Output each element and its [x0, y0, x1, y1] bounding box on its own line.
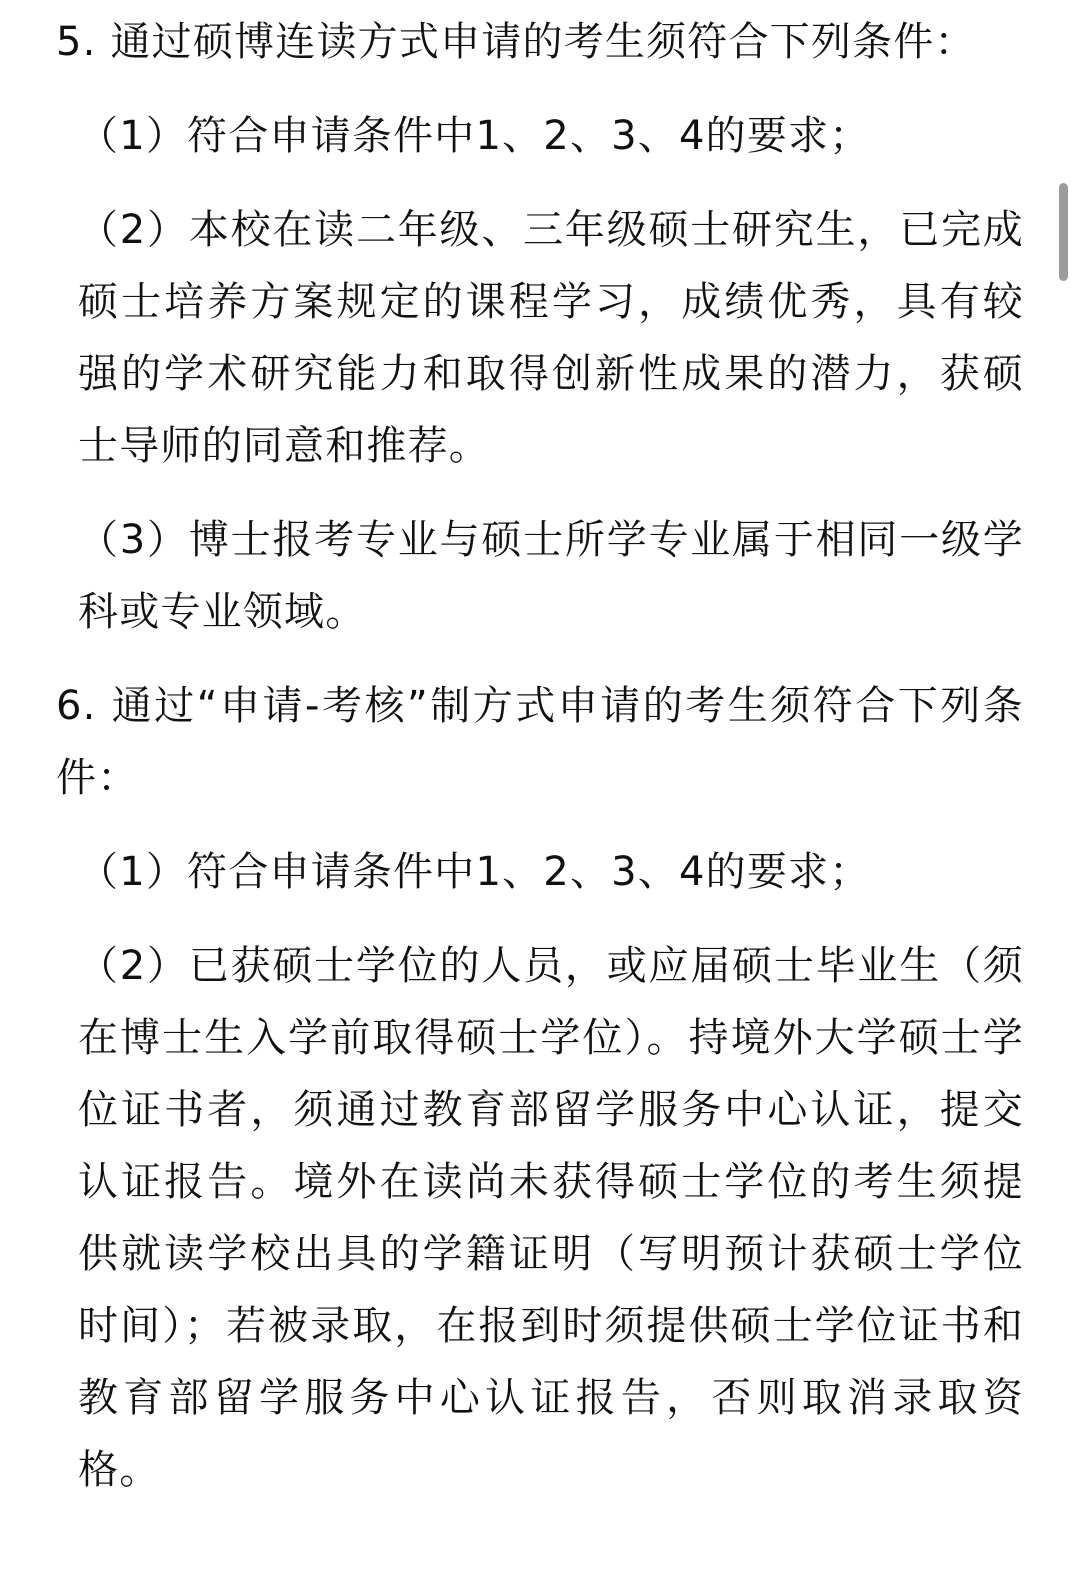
- paragraph-5-item-3: （3）博士报考专业与硕士所学专业属于相同一级学科或专业领域。: [78, 517, 1024, 635]
- paragraph-5-heading: 5. 通过硕博连读方式申请的考生须符合下列条件：: [56, 19, 976, 65]
- scrollbar-thumb[interactable]: [1059, 183, 1068, 281]
- paragraph-5-item-2: （2）本校在读二年级、三年级硕士研究生，已完成硕士培养方案规定的课程学习，成绩优秀，具有较强的学术研究能力和取得创新性成果的潜力，获硕士导师的同意和推荐。: [78, 207, 1024, 469]
- paragraph-6-item-2: （2）已获硕士学位的人员，或应届硕士毕业生（须在博士生入学前取得硕士学位）。持境外大学硕士学位证书者，须通过教育部留学服务中心认证，提交认证报告。境外在读尚未获得硕士学位的考生须提供就读学校出具的学籍证明（写明预计获硕士学位时间）；若被录取，在报到时须提供硕士学位证书和教育部留学服务中心认证报告，否则取消录取资格。: [78, 943, 1024, 1493]
- document-body: [56, 6, 1024, 1528]
- paragraph-6-item-1: （1）符合申请条件中1、2、3、4的要求；: [78, 849, 871, 895]
- paragraph-5-item-1: （1）符合申请条件中1、2、3、4的要求；: [78, 113, 871, 159]
- paragraph-6-heading: 6. 通过“申请-考核”制方式申请的考生须符合下列条件：: [56, 683, 1024, 801]
